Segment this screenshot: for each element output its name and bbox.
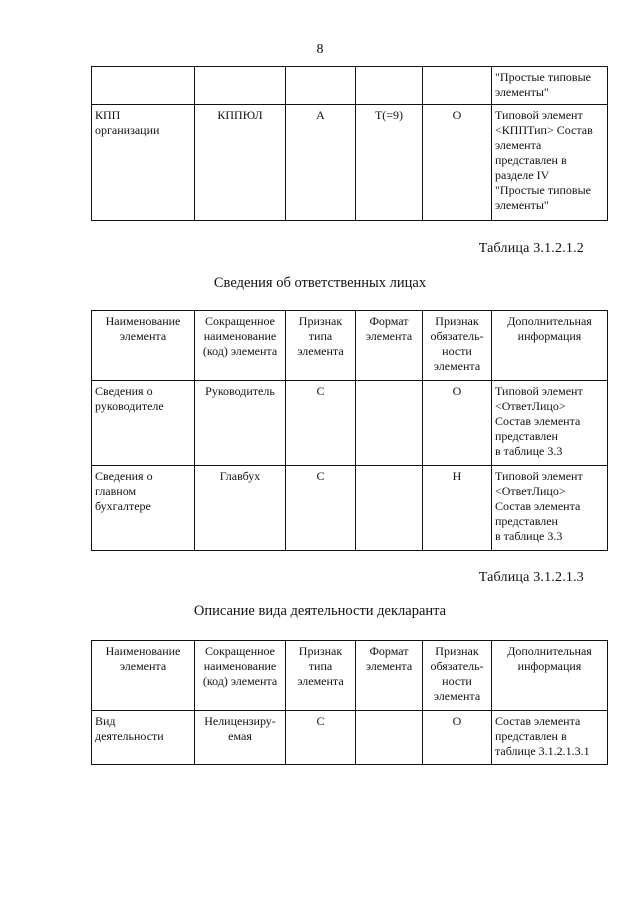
element-info-cell: Типовой элемент <ОтветЛицо> Состав элемента представлен в таблице 3.3 — [492, 466, 608, 551]
element-code-cell: Главбух — [195, 466, 286, 551]
element-mandatory-cell — [423, 67, 492, 105]
header-code: Сокращенное наименование (код) элемента — [195, 641, 286, 711]
table-number: Таблица 3.1.2.1.2 — [478, 241, 584, 256]
table-title: Описание вида деятельности декларанта — [193, 603, 447, 619]
element-code-cell: Нелицензиру- емая — [195, 711, 286, 765]
element-mandatory-cell: О — [423, 711, 492, 765]
header-code: Сокращенное наименование (код) элемента — [195, 311, 286, 381]
header-format: Формат элемента — [356, 641, 423, 711]
element-type-cell: С — [286, 466, 356, 551]
table-header-row — [92, 641, 608, 711]
element-info-cell: Состав элемента представлен в таблице 3.1.2.1.3.1 — [492, 711, 608, 765]
element-format-cell — [356, 711, 423, 765]
table-number: Таблица 3.1.2.1.3 — [478, 570, 584, 585]
table-row — [92, 466, 608, 551]
element-code-cell: Руководитель — [195, 381, 286, 466]
page-number: 8 — [316, 42, 324, 57]
element-type-cell: С — [286, 381, 356, 466]
element-type-cell: А — [286, 105, 356, 221]
header-type: Признак типа элемента — [286, 641, 356, 711]
element-code-cell — [195, 67, 286, 105]
header-info: Дополнительная информация — [492, 641, 608, 711]
table-row — [92, 381, 608, 466]
element-code-cell: КППЮЛ — [195, 105, 286, 221]
element-name-cell: Сведения о главном бухгалтере — [92, 466, 195, 551]
header-type: Признак типа элемента — [286, 311, 356, 381]
element-name-cell: Вид деятельности — [92, 711, 195, 765]
table-header-row — [92, 311, 608, 381]
header-info: Дополнительная информация — [492, 311, 608, 381]
element-format-cell — [356, 381, 423, 466]
element-info-cell: "Простые типовые элементы" — [492, 67, 608, 105]
header-mandatory: Признак обязатель- ности элемента — [423, 311, 492, 381]
table-row — [92, 67, 608, 105]
table-activity-type — [91, 640, 608, 765]
header-format: Формат элемента — [356, 311, 423, 381]
element-format-cell — [356, 466, 423, 551]
table-row — [92, 711, 608, 765]
table-row — [92, 105, 608, 221]
element-mandatory-cell: Н — [423, 466, 492, 551]
element-info-cell: Типовой элемент <КППТип> Состав элемента представлен в разделе IV "Простые типовые элементы" — [492, 105, 608, 221]
element-name-cell: КПП организации — [92, 105, 195, 221]
table-responsible-persons — [91, 310, 608, 551]
element-type-cell — [286, 67, 356, 105]
element-format-cell: Т(=9) — [356, 105, 423, 221]
element-format-cell — [356, 67, 423, 105]
element-name-cell — [92, 67, 195, 105]
header-name: Наименование элемента — [92, 641, 195, 711]
element-info-cell: Типовой элемент <ОтветЛицо> Состав элемента представлен в таблице 3.3 — [492, 381, 608, 466]
element-name-cell: Сведения о руководителе — [92, 381, 195, 466]
header-name: Наименование элемента — [92, 311, 195, 381]
element-type-cell: С — [286, 711, 356, 765]
element-mandatory-cell: О — [423, 381, 492, 466]
element-mandatory-cell: О — [423, 105, 492, 221]
table-continuation — [91, 66, 608, 221]
table-title: Сведения об ответственных лицах — [213, 275, 427, 291]
header-mandatory: Признак обязатель- ности элемента — [423, 641, 492, 711]
